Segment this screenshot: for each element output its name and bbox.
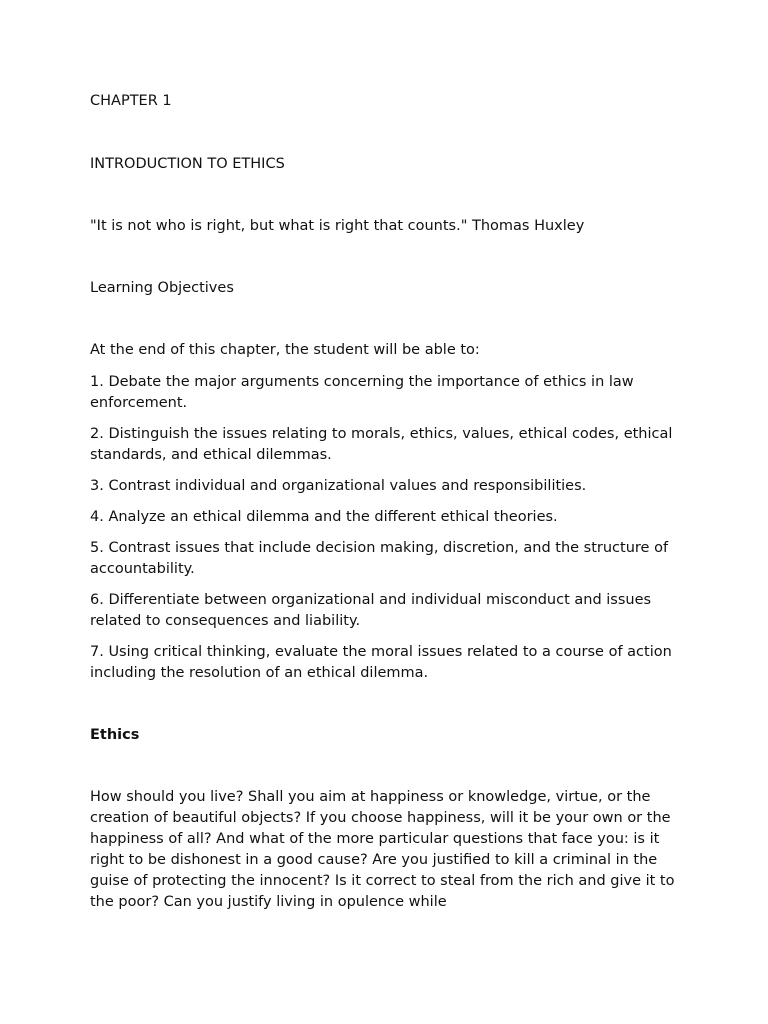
learning-objectives-heading: Learning Objectives xyxy=(90,280,234,296)
learning-objective-item: 2. Distinguish the issues relating to morals, ethics, values, ethical codes, ethical standards, and ethical dilemmas. xyxy=(90,426,673,463)
learning-objective-item: 1. Debate the major arguments concerning the importance of ethics in law enforcement. xyxy=(90,374,634,411)
learning-objective-item: 4. Analyze an ethical dilemma and the different ethical theories. xyxy=(90,509,558,525)
learning-objective-item: 3. Contrast individual and organizational values and responsibilities. xyxy=(90,478,587,494)
document-page xyxy=(90,0,690,1024)
learning-objective-item: 6. Differentiate between organizational and individual misconduct and issues related to consequences and liability. xyxy=(90,592,652,629)
learning-objective-item: 7. Using critical thinking, evaluate the moral issues related to a course of action including the resolution of an ethical dilemma. xyxy=(90,644,672,681)
epigraph-quote: "It is not who is right, but what is right that counts." Thomas Huxley xyxy=(90,218,585,234)
learning-objectives-intro: At the end of this chapter, the student will be able to: xyxy=(90,342,480,358)
learning-objective-item: 5. Contrast issues that include decision making, discretion, and the structure of accountability. xyxy=(90,540,669,577)
ethics-section-heading: Ethics xyxy=(90,727,140,743)
chapter-title: INTRODUCTION TO ETHICS xyxy=(90,156,285,172)
chapter-label: CHAPTER 1 xyxy=(90,93,172,109)
ethics-paragraph: How should you live? Shall you aim at happiness or knowledge, virtue, or the creation of beautiful objects? If you choose happiness, will it be your own or the happiness of all? And what of the more particular questions that face you: is it right to be dishonest in a good cause? Are you justified to kill a criminal in the guise of protecting the innocent? Is it correct to steal from the rich and give it to the poor? Can you justify living in opulence while xyxy=(90,789,675,910)
